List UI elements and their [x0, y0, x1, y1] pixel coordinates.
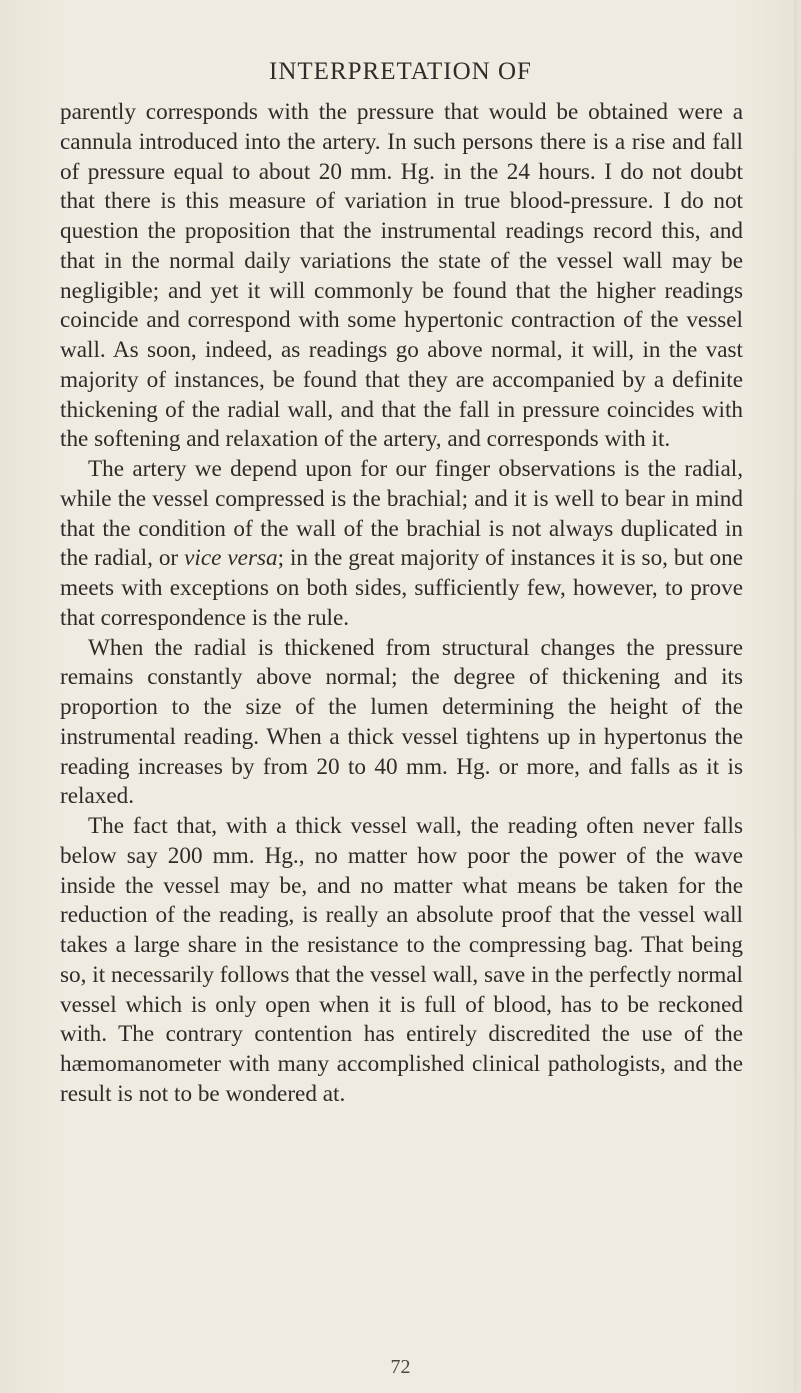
body-text — [60, 98, 743, 1110]
page-number: 72 — [390, 1356, 411, 1378]
paragraph-1: parently corresponds with the pressure that would be obtained were a cannula introduced into the artery. In such persons there is a rise and fall of pressure equal to about 20 mm. Hg. in the 24 hours. I do not doubt that there is this measure of variation in true blood-pressure. I do not question the proposition that the instrumental readings record this, and that in the normal daily variations the state of the vessel wall may be negligible; and yet it will commonly be found that the higher readings coincide and correspond with some hypertonic contraction of the vessel wall. As soon, indeed, as readings go above normal, it will, in the vast majority of instances, be found that they are accompanied by a definite thickening of the radial wall, and that the fall in pressure coincides with the softening and relaxation of the artery, and corresponds with it. — [60, 99, 743, 453]
paragraph-2-before: The artery we depend upon for our finger observations is the radial, while the vessel compressed is the brachial; and it is well to bear in mind that the condition of the wall of the brachial is not always duplicated in the radial, or — [60, 456, 743, 572]
paragraph-2 — [60, 455, 743, 634]
paragraph-2-after: ; in the great majority of instances it is so, but one meets with exceptions on both sides, sufficiently few, however, to prove that correspondence is the rule. — [60, 545, 743, 631]
page-edge-shadow — [794, 0, 797, 1393]
paragraph-3: When the radial is thickened from structural changes the pressure remains constantly above normal; the degree of thickening and its proportion to the size of the lumen determining the height of the instrumental reading. When a thick vessel tightens up in hypertonus the reading increases by from 20 to 40 mm. Hg. or more, and falls as it is relaxed. — [60, 634, 743, 810]
paragraph-2-italic: vice versa — [184, 545, 278, 572]
running-head: INTERPRETATION OF — [269, 58, 532, 85]
paragraph-4: The fact that, with a thick vessel wall, the reading often never falls below say 200 mm. Hg., no matter how poor the power of the wave inside the vessel may be, and no matter what means be taken for the reduction of the reading, is really an absolute proof that the vessel wall takes a large share in the resistance to the compressing bag. That being so, it necessarily follows that the vessel wall, save in the perfectly normal vessel which is only open when it is full of blood, has to be reckoned with. The contrary contention has entirely discredited the use of the hæmomanometer with many accomplished clinical pathologists, and the result is not to be wondered at. — [60, 813, 743, 1107]
